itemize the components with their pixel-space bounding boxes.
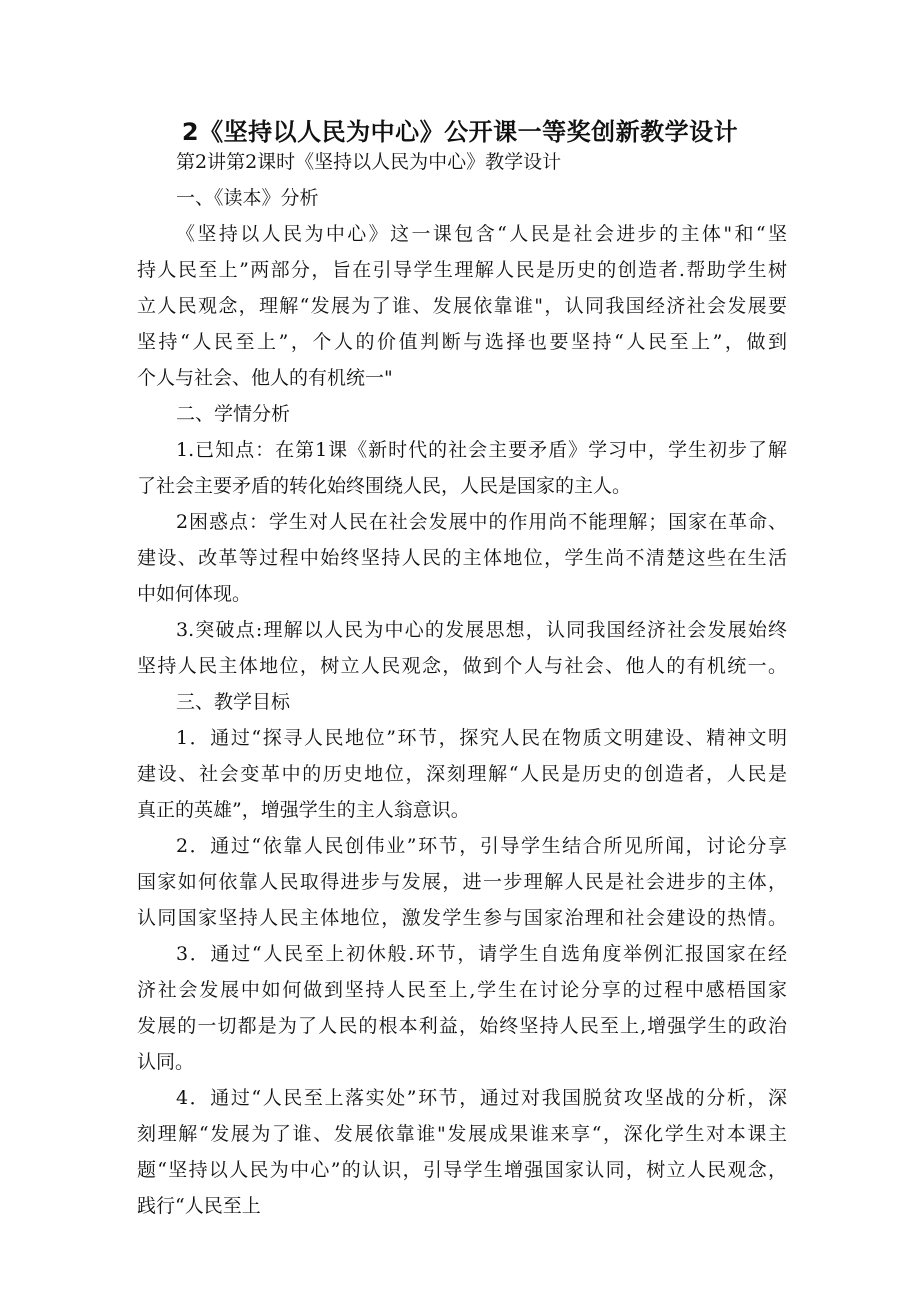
paragraph-line: 立人民观念，理解“发展为了谁、发展依靠谁"，认同我国经济社会发展要 xyxy=(137,295,787,317)
document-title: 2《坚持以人民为中心》公开课一等奖创新教学设计 xyxy=(181,118,739,146)
paragraph-line: 济社会发展中如何做到坚持人民至上,学生在讨论分享的过程中感梧国家 xyxy=(137,979,787,1001)
paragraph-line: 坚持“人民至上”，个人的价值判断与选择也要坚持“人民至上”，做到 xyxy=(137,331,787,353)
paragraph-line: 中如何体现。 xyxy=(137,583,252,605)
paragraph-line: 建设、改革等过程中始终坚持人民的主体地位，学生尚不清楚这些在生活 xyxy=(137,547,787,569)
paragraph-line: 国家如何依靠人民取得进步与发展，进一步理解人民是社会进步的主体， xyxy=(137,871,787,893)
section-heading-analysis: 二、学情分析 xyxy=(176,403,291,425)
paragraph-line: 3．通过“人民至上初休般.环节，请学生自选角度举例汇报国家在经 xyxy=(176,943,787,965)
paragraph-line: 题“坚持以人民为中心”的认识，引导学生增强国家认同，树立人民观念， xyxy=(137,1159,787,1181)
section-heading-objectives: 三、教学目标 xyxy=(176,691,291,713)
paragraph-line: 发展的一切都是为了人民的根本利益，始终坚持人民至上,增强学生的政治 xyxy=(137,1015,787,1037)
paragraph-line: 真正的英雄”，增强学生的主人翁意识。 xyxy=(137,799,470,821)
subtitle-line: 第2讲第2课时《坚持以人民为中心》教学设计 xyxy=(176,151,562,173)
paragraph-line: 持人民至上”两部分，旨在引导学生理解人民是历史的创造者.帮助学生树 xyxy=(137,259,787,281)
paragraph-line: 2．通过“依靠人民创伟业”环节，引导学生结合所见所闻，讨论分享 xyxy=(176,835,787,857)
paragraph-line: 认同国家坚持人民主体地位，激发学生参与国家治理和社会建设的热情。 xyxy=(137,907,787,929)
paragraph-line: 刻理解“发展为了谁、发展依靠谁"发展成果谁来享“，深化学生对本课主 xyxy=(137,1123,787,1145)
paragraph-line: 坚持人民主体地位，树立人民观念，做到个人与社会、他人的有机统一。 xyxy=(137,655,787,677)
paragraph-line: 1.已知点：在第1课《新时代的社会主要矛盾》学习中，学生初步了解 xyxy=(176,439,787,461)
paragraph-line: 个人与社会、他人的有机统一" xyxy=(137,367,393,389)
paragraph-line: 《坚持以人民为中心》这一课包含“人民是社会进步的主体"和“坚 xyxy=(176,223,787,245)
paragraph-line: 3.突破点:理解以人民为中心的发展思想，认同我国经济社会发展始终 xyxy=(176,619,787,641)
paragraph-line: 1．通过“探寻人民地位”环节，探究人民在物质文明建设、精神文明 xyxy=(176,727,787,749)
section-heading-reading: 一、《读本》分析 xyxy=(176,187,319,209)
paragraph-line: 了社会主要矛盾的转化始终围绕人民，人民是国家的主人。 xyxy=(137,475,632,497)
paragraph-line: 建设、社会变革中的历史地位，深刻理解“人民是历史的创造者，人民是 xyxy=(137,763,787,785)
paragraph-line: 践行“人民至上 xyxy=(137,1195,261,1217)
paragraph-line: 2困惑点：学生对人民在社会发展中的作用尚不能理解；国家在革命、 xyxy=(176,511,787,533)
paragraph-line: 4．通过“人民至上落实处”环节，通过对我国脱贫攻坚战的分析，深 xyxy=(176,1087,787,1109)
paragraph-line: 认同。 xyxy=(137,1051,195,1073)
